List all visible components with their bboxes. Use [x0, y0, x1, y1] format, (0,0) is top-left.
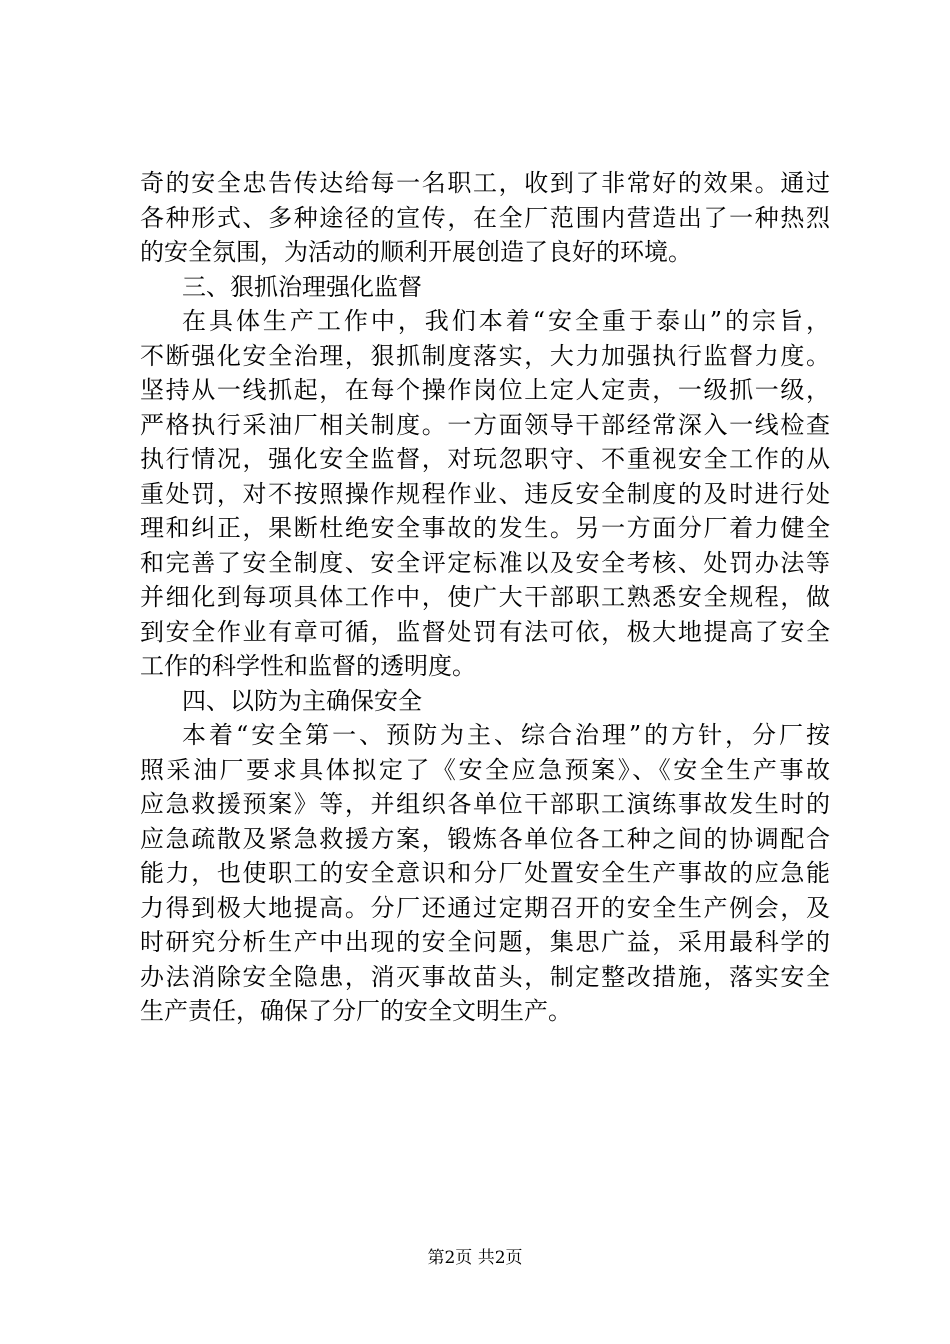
text-line: 本着“安全第一、预防为主、综合治理”的方针，分厂按 — [182, 721, 830, 749]
paragraph — [140, 166, 830, 270]
text-line: 各种形式、多种途径的宣传，在全厂范围内营造出了一种热烈 — [140, 203, 830, 232]
section-heading: 四、以防为主确保安全 — [182, 686, 422, 715]
text-line: 理和纠正，果断杜绝安全事故的发生。另一方面分厂着力健全 — [140, 514, 830, 542]
text-line: 工作的科学性和监督的透明度。 — [140, 652, 476, 680]
text-line: 办法消除安全隐患，消灭事故苗头，制定整改措施，落实安全 — [140, 962, 830, 991]
text-line: 和完善了安全制度、安全评定标准以及安全考核、处罚办法等 — [140, 548, 830, 577]
text-line: 照采油厂要求具体拟定了《安全应急预案》、《安全生产事故 — [140, 755, 830, 784]
document-body — [140, 166, 830, 1029]
text-line: 的安全氛围，为活动的顺利开展创造了良好的环境。 — [140, 238, 692, 266]
paragraph — [140, 304, 830, 684]
text-line: 奇的安全忠告传达给每一名职工，收到了非常好的效果。通过 — [140, 169, 830, 197]
section-heading: 三、狠抓治理强化监督 — [182, 272, 422, 301]
text-line: 能力，也使职工的安全意识和分厂处置安全生产事故的应急能 — [140, 859, 830, 887]
text-line: 执行情况，强化安全监督，对玩忽职守、不重视安全工作的从 — [140, 445, 830, 473]
text-line: 力得到极大地提高。分厂还通过定期召开的安全生产例会，及 — [140, 893, 830, 922]
text-line: 重处罚，对不按照操作规程作业、违反安全制度的及时进行处 — [140, 479, 830, 508]
text-line: 严格执行采油厂相关制度。一方面领导干部经常深入一线检查 — [140, 410, 830, 439]
text-line: 时研究分析生产中出现的安全问题，集思广益，采用最科学的 — [140, 928, 830, 956]
text-line: 应急疏散及紧急救援方案，锻炼各单位各工种之间的协调配合 — [140, 824, 830, 853]
page-footer: 第2页 共2页 — [427, 1248, 523, 1268]
text-line: 并细化到每项具体工作中，使广大干部职工熟悉安全规程，做 — [140, 583, 830, 611]
text-line: 应急救援预案》等，并组织各单位干部职工演练事故发生时的 — [140, 790, 830, 818]
paragraph — [140, 718, 830, 1029]
text-line: 坚持从一线抓起，在每个操作岗位上定人定责，一级抓一级， — [140, 376, 830, 404]
text-line: 生产责任，确保了分厂的安全文明生产。 — [140, 997, 572, 1025]
text-line: 不断强化安全治理，狠抓制度落实，大力加强执行监督力度。 — [140, 341, 830, 370]
text-line: 到安全作业有章可循，监督处罚有法可依，极大地提高了安全 — [140, 617, 830, 646]
text-line: 在具体生产工作中，我们本着“安全重于泰山”的宗旨， — [182, 307, 830, 335]
